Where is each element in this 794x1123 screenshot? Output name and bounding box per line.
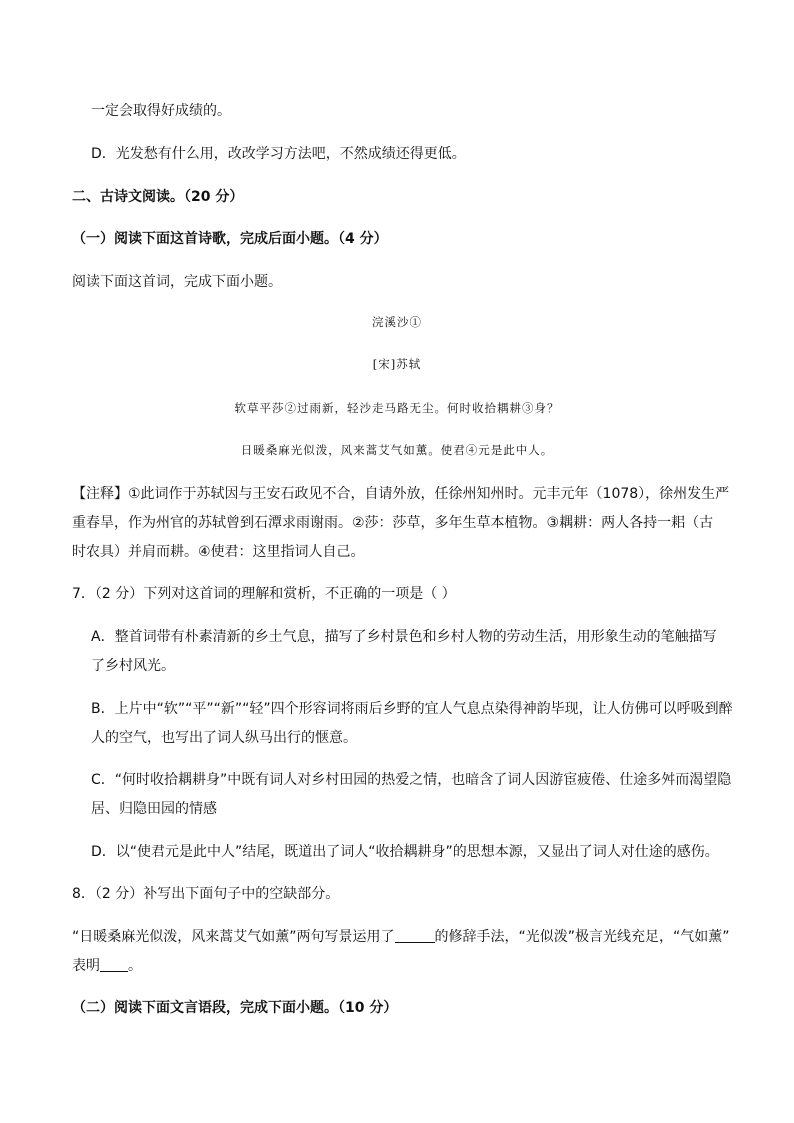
- annotation-line-2: 重春旱，作为州官的苏轼曾到石潭求雨谢雨。②莎：莎草，多年生草本植物。③耦耕：两人各持一耜（古: [72, 515, 714, 531]
- q7-option-a-2: 了乡村风光。: [91, 658, 175, 674]
- poem-title: 浣溪沙①: [372, 315, 422, 329]
- subsection-heading-2: （二）阅读下面文言语段，完成下面小题。（10 分）: [72, 1000, 398, 1016]
- q7-option-c-1: C．“何时收拾耦耕身”中既有词人对乡村田园的热爱之情，也暗含了词人因游宦疲倦、仕途多舛而渴望隐: [91, 772, 732, 788]
- question-7: 7．（2 分）下列对这首词的理解和赏析，不正确的一项是（ ）: [72, 586, 456, 602]
- answer-blank-1[interactable]: [395, 928, 435, 943]
- subsection-heading: （一）阅读下面这首诗歌，完成后面小题。（4 分）: [72, 231, 388, 247]
- q7-option-c-2: 居、归隐田园的情感: [91, 801, 217, 817]
- option-d-prev: D．光发愁有什么用，改改学习方法吧，不然成绩还得更低。: [91, 146, 466, 162]
- poem-author: [宋]苏轼: [372, 357, 422, 371]
- answer-continuation: 一定会取得好成绩的。: [91, 103, 231, 119]
- q7-option-d: D．以“使君元是此中人”结尾，既道出了词人“收拾耦耕身”的思想本源，又显出了词人对仕途的感伤。: [91, 844, 719, 860]
- poem-line-1: 软草平莎②过雨新，轻沙走马路无尘。何时收拾耦耕③身？: [234, 401, 560, 415]
- q7-option-a-1: A．整首词带有朴素清新的乡土气息，描写了乡村景色和乡村人物的劳动生活，用形象生动的笔触描写: [91, 629, 717, 645]
- poem-line-2: 日暖桑麻光似泼，风来蒿艾气如薰。使君④元是此中人。: [240, 443, 554, 457]
- annotation-line-3: 时农具）并肩而耕。④使君：这里指词人自己。: [72, 544, 365, 560]
- q8-text-c: 表明: [72, 958, 100, 974]
- q8-sentence-1: [72, 922, 730, 952]
- q7-option-b-1: B．上片中“软”“平”“新”“轻”四个形容词将雨后乡野的宜人气息点染得神韵毕现，让人仿佛可以呼吸到醉: [91, 701, 733, 717]
- reading-instruction: 阅读下面这首词，完成下面小题。: [72, 274, 282, 290]
- question-8: 8．（2 分）补写出下面句子中的空缺部分。: [72, 886, 340, 902]
- q8-sentence-2: [72, 951, 142, 981]
- q8-text-d: 。: [128, 958, 142, 974]
- q7-option-b-2: 人的空气，也写出了词人纵马出行的惬意。: [91, 730, 357, 746]
- annotation-line-1: 【注释】①此词作于苏轼因与王安石政见不合，自请外放，任徐州知州时。元丰元年（1078），徐州发生严: [72, 486, 730, 502]
- q8-text-b: 的修辞手法，“光似泼”极言光线充足，“气如薰”: [434, 929, 730, 945]
- answer-blank-2[interactable]: [100, 957, 128, 972]
- q8-text-a: “日暖桑麻光似泼，风来蒿艾气如薰”两句写景运用了: [72, 929, 395, 945]
- section-heading: 二、古诗文阅读。（20 分）: [72, 189, 244, 205]
